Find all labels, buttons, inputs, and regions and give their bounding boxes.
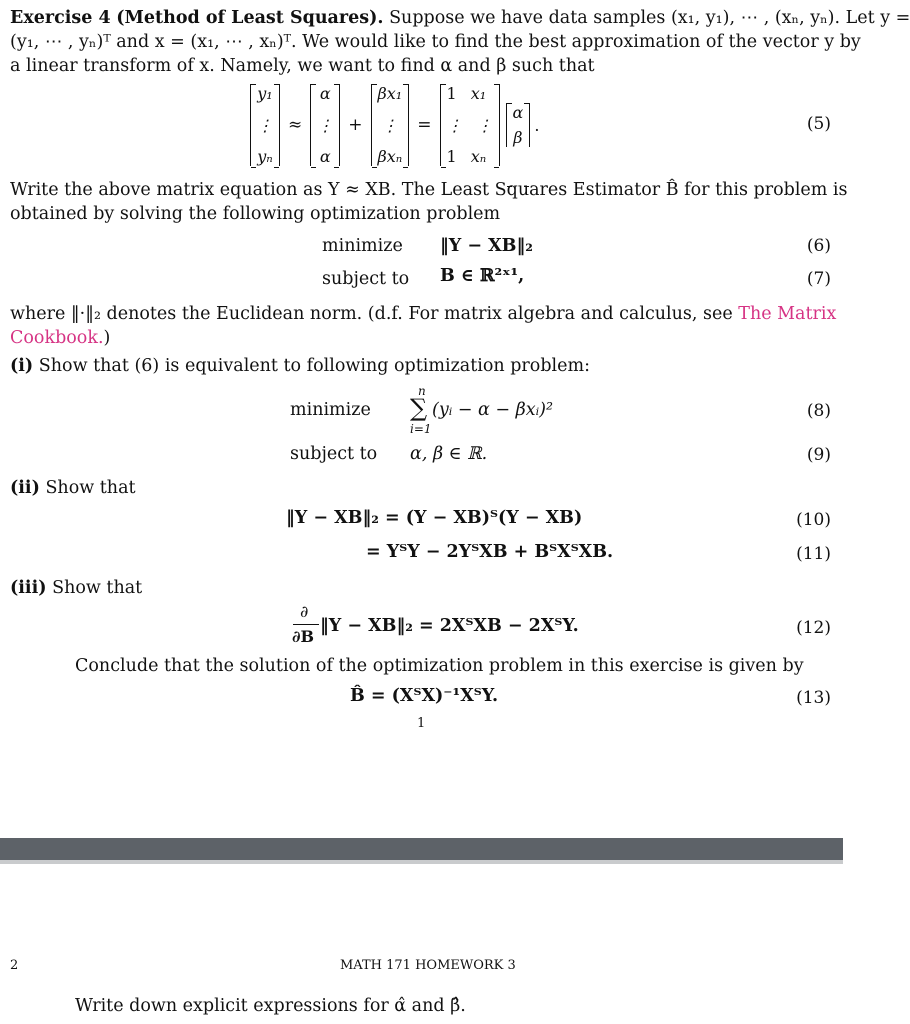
last-line: Write down explicit expressions for α̂ and β̂. (75, 996, 466, 1016)
matrix-cell: ⋮ (317, 115, 334, 135)
part-iii-text: Show that (52, 578, 143, 598)
period-symbol: . (534, 115, 540, 135)
equation-number-9: (9) (806, 445, 831, 465)
matrix-cell: 1 (446, 84, 457, 103)
exercise-topic: (Method of Least Squares). (116, 8, 384, 28)
where-line (10, 302, 837, 326)
page-divider (0, 838, 843, 860)
eq7-constraint: B ∈ ℝ²ˣ¹, (440, 266, 525, 286)
exercise-title: Exercise 4 (10, 8, 111, 28)
page-2 (0, 864, 843, 1024)
part-ii-text: Show that (45, 478, 136, 498)
equation-number-6: (6) (806, 236, 831, 256)
eq10: ‖Y − XB‖₂ = (Y − XB)ᵀ(Y − XB) (286, 508, 583, 528)
matrix-cell: yₙ (257, 147, 273, 166)
part-i-text: Show that (6) is equivalent to following optimization problem: (38, 356, 590, 376)
matrix-cookbook-link-1[interactable]: The Matrix (738, 304, 837, 324)
matrix-y (250, 84, 280, 166)
matrix-cell: βx₁ (377, 84, 403, 103)
part-iii-label: (iii) (10, 578, 47, 598)
eq12: ‖Y − XB‖₂ = 2XᵀXB − 2XᵀY. (320, 616, 579, 636)
eq8-sum-lower: i=1 (410, 422, 432, 436)
matrix-cell: ⋮ (476, 115, 493, 135)
intro-line-2: (y₁, ⋯ , yₙ)ᵀ and x = (x₁, ⋯ , xₙ)ᵀ. We would like to find the best approximation of the vector y by (10, 32, 861, 52)
eq8-objective: (yᵢ − α − βxᵢ)² (432, 400, 553, 420)
intro-line-3: a linear transform of x. Namely, we want to find α and β such that (10, 56, 595, 76)
write-line-1: Write the above matrix equation as Y ≈ XB. The Least Squares Estimator B̂ for this problem is (10, 180, 848, 200)
eq6-minimize: minimize (322, 236, 403, 256)
write-line-2: obtained by solving the following optimization problem (10, 204, 501, 224)
equation-number-5: (5) (806, 114, 831, 134)
conclude-line: Conclude that the solution of the optimization problem in this exercise is given by (75, 656, 804, 676)
matrix-params (506, 103, 531, 147)
eq12-partial-numerator: ∂ (300, 602, 309, 621)
part-iii-line (10, 576, 833, 600)
eq11: = YᵀY − 2YᵀXB + BᵀXᵀXB. (366, 542, 614, 562)
part-i-label: (i) (10, 356, 34, 376)
part-i-line (10, 354, 833, 378)
eq8-minimize: minimize (290, 400, 371, 420)
matrix-cell: x₁ (470, 84, 487, 103)
matrix-cell: ⋮ (446, 115, 463, 135)
equation-number-12: (12) (796, 618, 831, 638)
equation-number-13: (13) (796, 688, 831, 708)
eq13: B̂ = (XᵀX)⁻¹XᵀY. (350, 686, 499, 706)
matrix-cookbook-link-2[interactable]: Cookbook. (10, 328, 104, 348)
matrix-cell: xₙ (470, 147, 487, 166)
eq6-objective: ‖Y − XB‖₂ (440, 236, 533, 256)
cookbook-line (10, 326, 833, 350)
eq9-constraint: α, β ∈ ℝ. (410, 444, 488, 464)
matrix-design (440, 84, 500, 166)
intro-text-1: Suppose we have data samples (x₁, y₁), ⋯ , (xₙ, yₙ). Let y = (389, 8, 910, 28)
matrix-cell: α (319, 147, 331, 166)
matrix-cell: y₁ (257, 84, 273, 103)
matrix-cell: ⋮ (381, 115, 398, 135)
eq7-subject-to: subject to (322, 269, 410, 289)
equation-number-11: (11) (796, 544, 831, 564)
eq9-subject-to: subject to (290, 444, 378, 464)
part-ii-line (10, 476, 833, 500)
matrix-cell: 1 (446, 147, 457, 166)
matrix-cell: α (512, 103, 524, 122)
matrix-equation (250, 84, 539, 166)
paren-close: ) (103, 328, 111, 348)
matrix-beta-x (371, 84, 410, 166)
matrix-cell: ⋮ (257, 115, 273, 135)
page-number: 1 (417, 716, 426, 731)
approx-symbol: ≈ (288, 115, 303, 135)
plus-symbol: + (348, 115, 363, 135)
matrix-cell: α (319, 84, 331, 103)
eq8-sum-symbol: ∑ (410, 394, 428, 422)
where-text: where ‖·‖₂ denotes the Euclidean norm. (d.f. For matrix algebra and calculus, see (10, 304, 733, 324)
part-ii-label: (ii) (10, 478, 40, 498)
running-header: MATH 171 HOMEWORK 3 (340, 958, 516, 973)
matrix-alpha (310, 84, 340, 166)
matrix-cell: βxₙ (377, 147, 403, 166)
eq12-partial-denominator: ∂B (292, 627, 315, 646)
eq8-sum-upper: n (418, 384, 426, 398)
equation-number-7: (7) (806, 269, 831, 289)
page-2-number: 2 (10, 958, 19, 973)
intro-line-1 (10, 6, 910, 30)
matrix-cell: β (513, 128, 523, 147)
equation-number-8: (8) (806, 401, 831, 421)
eq12-fraction-bar (293, 624, 319, 625)
equals-symbol: = (417, 115, 432, 135)
equation-number-10: (10) (796, 510, 831, 530)
